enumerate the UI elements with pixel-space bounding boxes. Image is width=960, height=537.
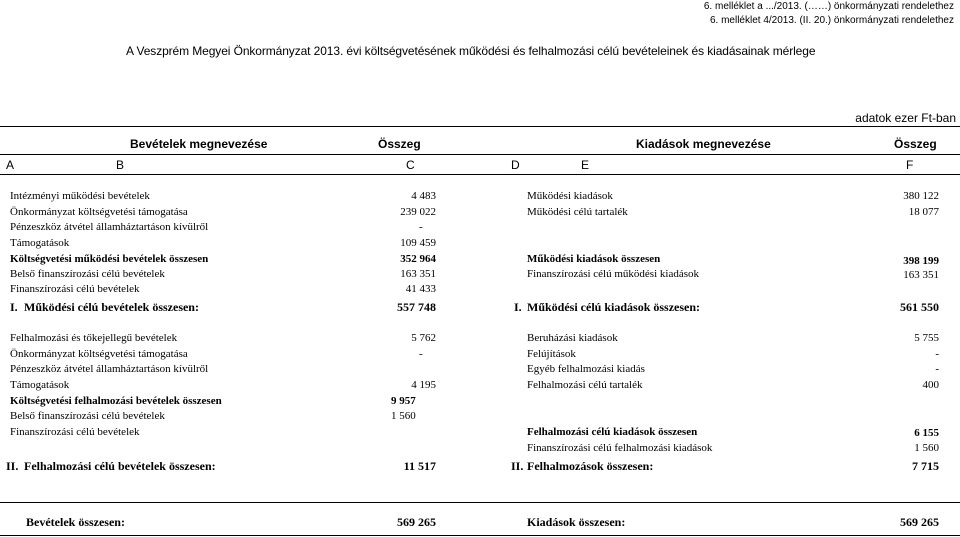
operating-revenue-amount: - bbox=[419, 221, 423, 233]
operating-revenue-amount: 239 022 bbox=[400, 206, 436, 218]
capital-expense-subtotal-amount: 6 155 bbox=[914, 427, 939, 439]
capital-expense-name: Egyéb felhalmozási kiadás bbox=[527, 363, 645, 375]
operating-expense-subtotal-amount: 398 199 bbox=[903, 255, 939, 267]
capital-revenue-name: Pénzeszköz átvétel államháztartáson kívülről bbox=[10, 363, 209, 375]
operating-expense-total-amount: 561 550 bbox=[900, 300, 939, 314]
operating-revenue-amount: 109 459 bbox=[400, 237, 436, 249]
operating-expense-subtotal-name: Működési kiadások összesen bbox=[527, 253, 661, 265]
operating-expense-amount: 163 351 bbox=[903, 269, 939, 281]
capital-expense-name: Beruházási kiadások bbox=[527, 332, 618, 344]
operating-expense-name: Finanszírozási célú működési kiadások bbox=[527, 268, 699, 280]
column-letter-b: B bbox=[116, 158, 125, 172]
grand-total-top-rule bbox=[0, 502, 960, 503]
column-header-revenue-amount: Összeg bbox=[378, 137, 421, 151]
operating-expense-name: Működési célú tartalék bbox=[527, 206, 628, 218]
operating-expense-total-label: Működési célú kiadások összesen: bbox=[527, 300, 701, 314]
grand-total-expense-label: Kiadások összesen: bbox=[527, 515, 626, 529]
operating-revenue-total-label: Működési célú bevételek összesen: bbox=[24, 300, 199, 314]
capital-revenue-name: Finanszírozási célú bevételek bbox=[10, 426, 140, 438]
capital-revenue-name: Támogatások bbox=[10, 379, 70, 391]
header-top-rule bbox=[0, 126, 960, 127]
operating-expense-total-number: I. bbox=[514, 300, 522, 314]
capital-expense-name: Finanszírozási célú felhalmozási kiadások bbox=[527, 442, 713, 454]
capital-revenue-total-number: II. bbox=[6, 459, 19, 473]
operating-revenue-amount: 4 483 bbox=[411, 190, 436, 202]
capital-revenue-amount: 1 560 bbox=[391, 410, 416, 422]
header-bottom-rule bbox=[0, 174, 960, 175]
operating-revenue-name: Finanszírozási célú bevételek bbox=[10, 283, 140, 295]
operating-revenue-total-number: I. bbox=[10, 300, 18, 314]
operating-expense-name: Működési kiadások bbox=[527, 190, 613, 202]
capital-revenue-amount: 4 195 bbox=[411, 379, 436, 391]
annex-reference-adopted: 6. melléklet 4/2013. (II. 20.) önkormányzati rendelethez bbox=[709, 15, 954, 26]
operating-revenue-name: Belső finanszírozási célú bevételek bbox=[10, 268, 165, 280]
grand-total-revenue-label: Bevételek összesen: bbox=[26, 515, 125, 529]
column-letter-f: F bbox=[906, 158, 914, 172]
capital-expense-total-label: Felhalmozások összesen: bbox=[527, 459, 654, 473]
operating-revenue-subtotal-name: Költségvetési működési bevételek összesen bbox=[10, 253, 209, 265]
capital-expense-name: Felújítások bbox=[527, 348, 576, 360]
operating-revenue-subtotal-amount: 352 964 bbox=[400, 253, 436, 265]
capital-expense-amount: 1 560 bbox=[914, 442, 939, 454]
column-header-expense-amount: Összeg bbox=[894, 137, 937, 151]
capital-expense-amount: 400 bbox=[922, 379, 939, 391]
capital-revenue-total-label: Felhalmozási célú bevételek összesen: bbox=[24, 459, 216, 473]
column-letter-d: D bbox=[511, 158, 520, 172]
operating-revenue-name: Pénzeszköz átvétel államháztartáson kívülről bbox=[10, 221, 209, 233]
operating-revenue-amount: 163 351 bbox=[400, 268, 436, 280]
grand-total-bottom-rule bbox=[0, 535, 960, 536]
operating-revenue-name: Támogatások bbox=[10, 237, 70, 249]
operating-revenue-total-amount: 557 748 bbox=[397, 300, 436, 314]
column-letter-c: C bbox=[406, 158, 415, 172]
operating-expense-amount: 18 077 bbox=[908, 206, 939, 218]
capital-revenue-name: Felhalmozási és tőkejellegű bevételek bbox=[10, 332, 178, 344]
capital-revenue-amount: 5 762 bbox=[411, 332, 436, 344]
operating-revenue-amount: 41 433 bbox=[405, 283, 436, 295]
capital-revenue-total-amount: 11 517 bbox=[403, 459, 436, 473]
grand-total-revenue-amount: 569 265 bbox=[397, 515, 436, 529]
header-mid-rule bbox=[0, 154, 960, 155]
capital-revenue-name: Belső finanszírozási célú bevételek bbox=[10, 410, 165, 422]
units-note: adatok ezer Ft-ban bbox=[855, 111, 956, 125]
capital-revenue-amount: - bbox=[419, 348, 423, 360]
page-title: A Veszprém Megyei Önkormányzat 2013. évi költségvetésének működési és felhalmozási célú bevételeinek és kiadásainak mérlege bbox=[126, 44, 816, 58]
column-letter-a: A bbox=[6, 158, 15, 172]
column-header-expense-name: Kiadások megnevezése bbox=[636, 137, 771, 151]
capital-expense-total-number: II. bbox=[511, 459, 524, 473]
capital-revenue-name: Önkormányzat költségvetési támogatása bbox=[10, 348, 188, 360]
grand-total-expense-amount: 569 265 bbox=[900, 515, 939, 529]
operating-revenue-name: Intézményi működési bevételek bbox=[10, 190, 150, 202]
capital-expense-name: Felhalmozási célú tartalék bbox=[527, 379, 643, 391]
capital-expense-total-amount: 7 715 bbox=[912, 459, 939, 473]
operating-expense-amount: 380 122 bbox=[903, 190, 939, 202]
capital-revenue-subtotal-amount: 9 957 bbox=[391, 395, 416, 407]
operating-revenue-name: Önkormányzat költségvetési támogatása bbox=[10, 206, 188, 218]
column-letter-e: E bbox=[581, 158, 590, 172]
capital-revenue-subtotal-name: Költségvetési felhalmozási bevételek összesen bbox=[10, 395, 222, 407]
capital-expense-subtotal-name: Felhalmozási célú kiadások összesen bbox=[527, 426, 698, 438]
column-header-revenue-name: Bevételek megnevezése bbox=[130, 137, 268, 151]
capital-expense-amount: - bbox=[935, 348, 939, 360]
capital-expense-amount: 5 755 bbox=[914, 332, 939, 344]
capital-expense-amount: - bbox=[935, 363, 939, 375]
annex-reference-draft: 6. melléklet a .../2013. (……) önkormányzati rendelethez bbox=[703, 1, 954, 12]
